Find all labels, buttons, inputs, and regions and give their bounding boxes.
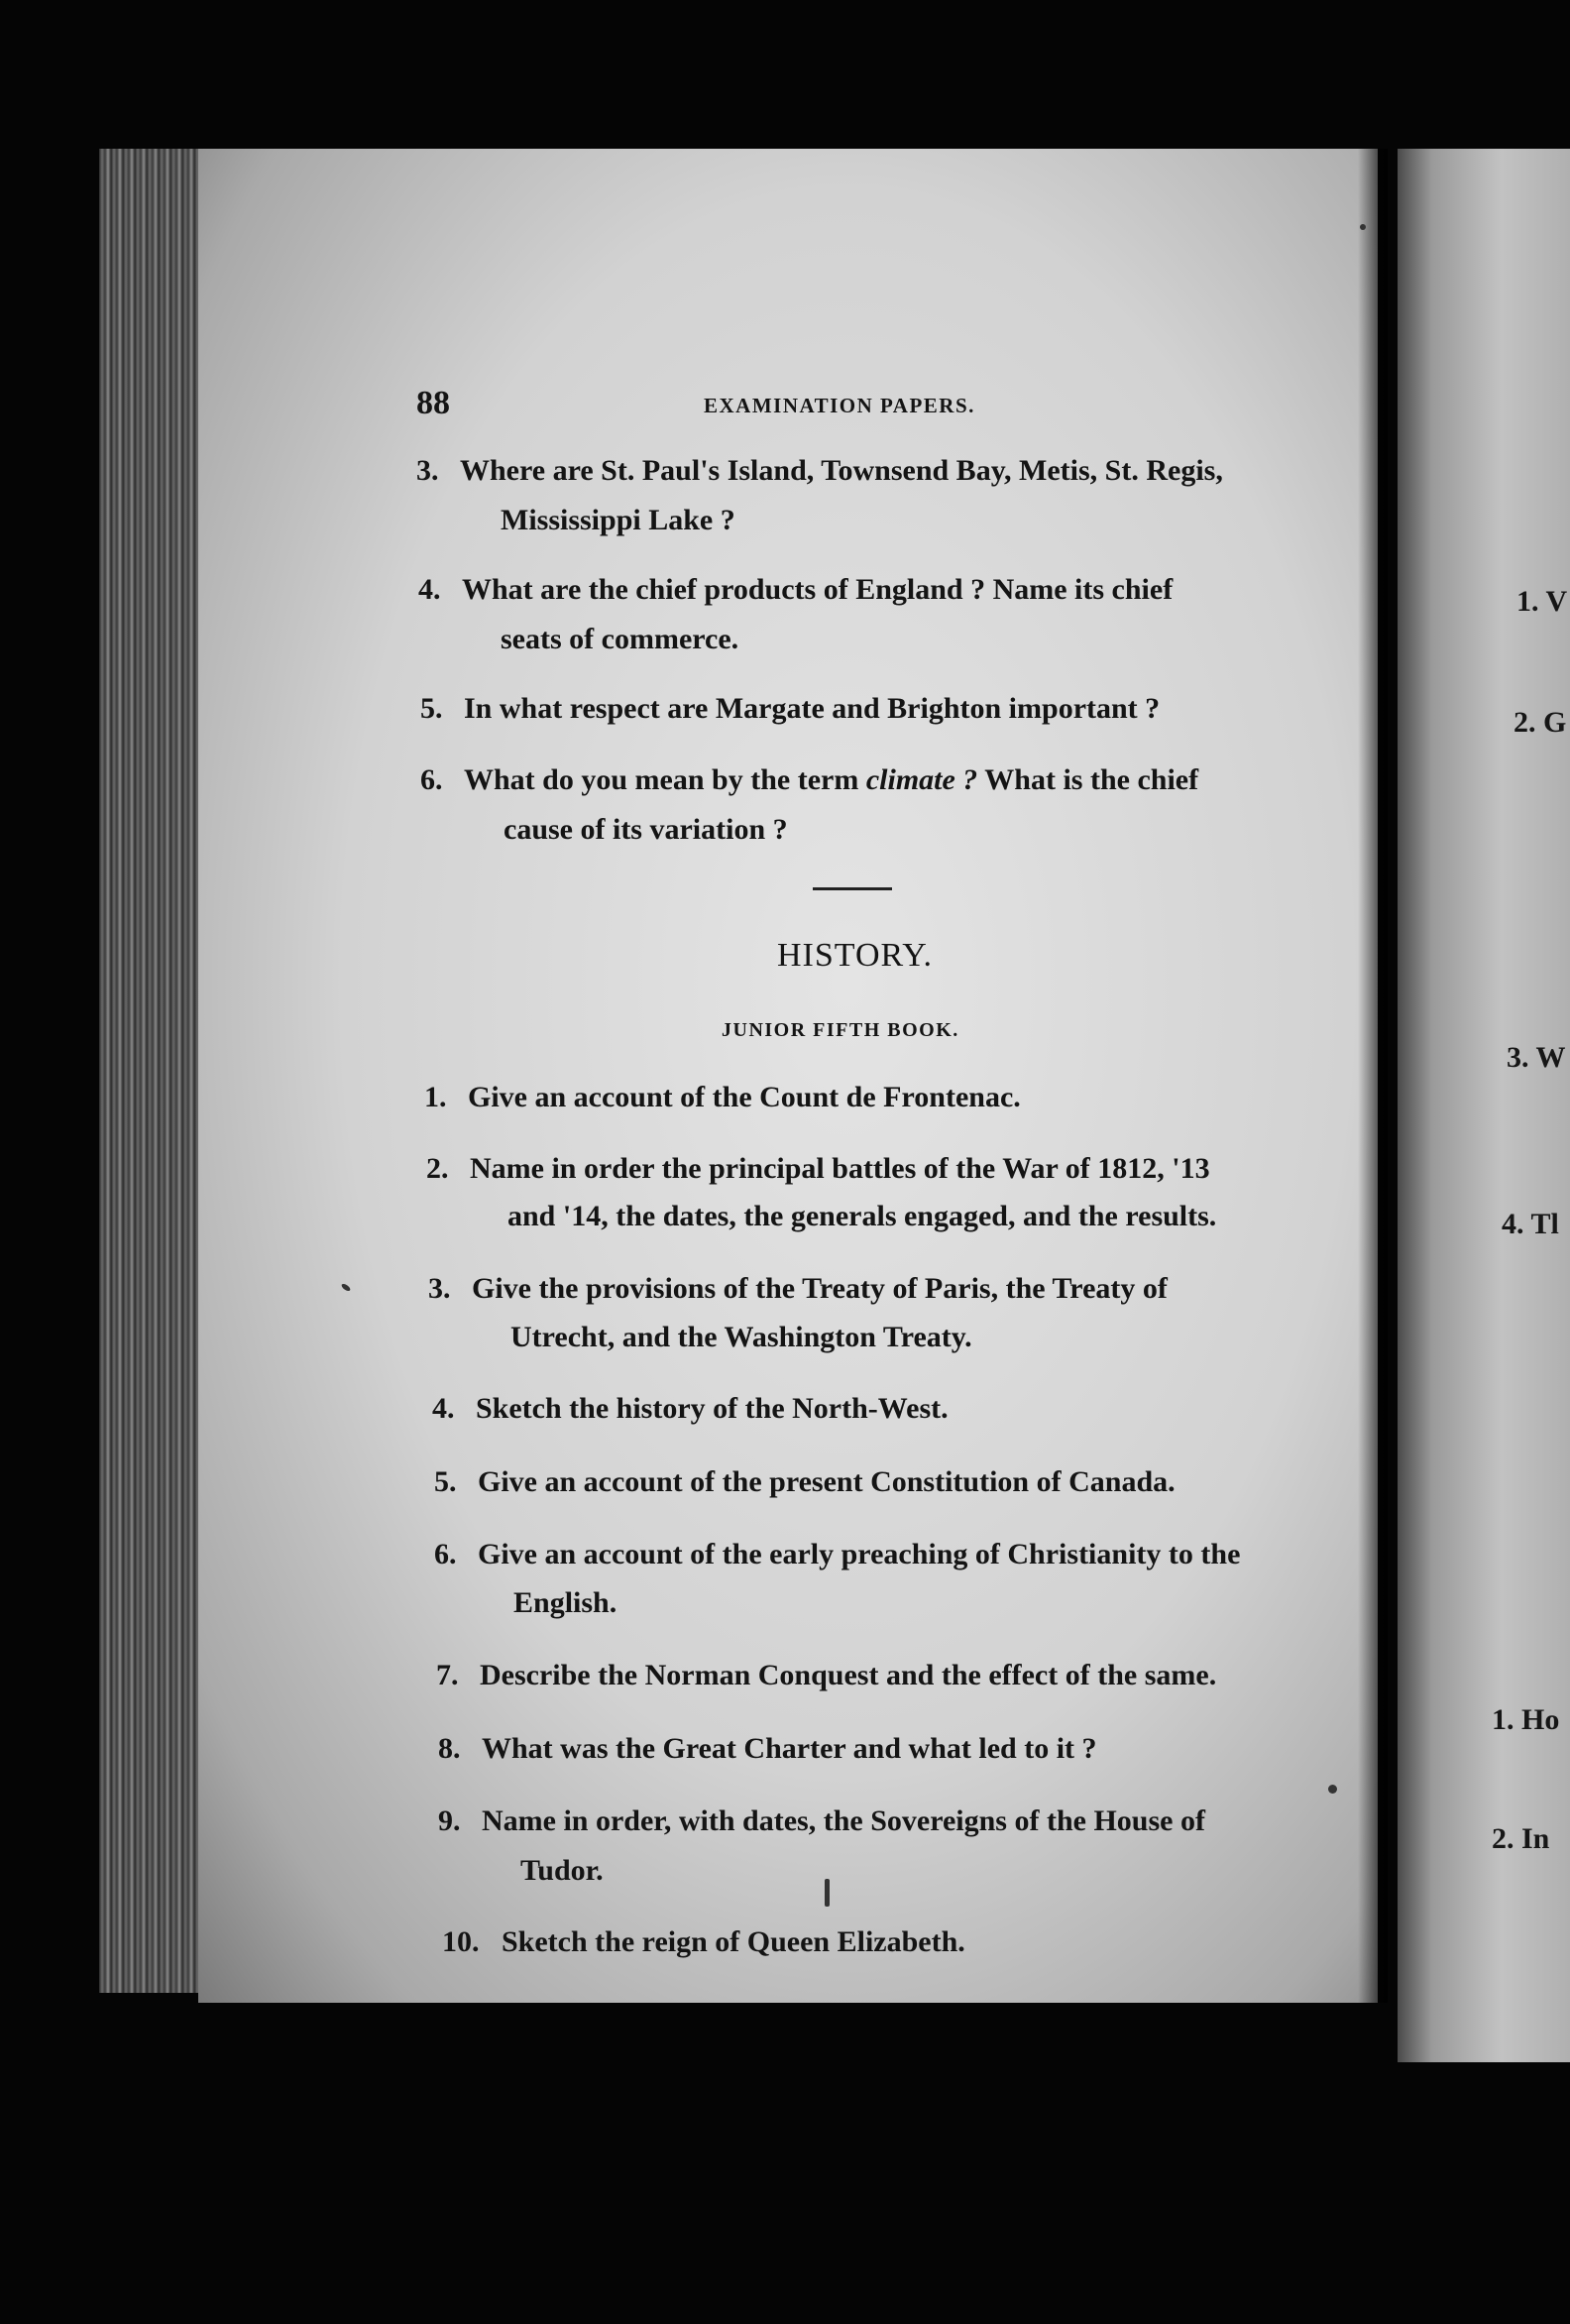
facing-page-fragment: 2. In (1492, 1822, 1550, 1855)
question-text-emphasis: climate ? (865, 763, 978, 796)
history-question-9 (438, 1804, 1205, 1838)
question-number: 8. (438, 1732, 461, 1765)
question-text: Give an account of the early preaching of Christianity to the (478, 1538, 1241, 1570)
history-question-1 (424, 1081, 1021, 1114)
geography-question-4 (418, 573, 1173, 607)
question-text: In what respect are Margate and Brighton important ? (464, 692, 1161, 725)
history-question-6-cont: English. (513, 1586, 617, 1619)
question-text: Sketch the history of the North-West. (476, 1392, 949, 1425)
history-question-7 (436, 1659, 1216, 1692)
question-text: Give the provisions of the Treaty of Paris, the Treaty of (472, 1272, 1168, 1305)
book-page (198, 149, 1378, 2003)
question-text: What do you mean by the term (464, 763, 866, 796)
question-number: 5. (420, 692, 443, 725)
question-number: 4. (432, 1392, 455, 1425)
page-number: 88 (416, 385, 450, 421)
geography-question-4-cont: seats of commerce. (501, 623, 739, 655)
ink-speck (825, 1879, 830, 1907)
question-number: 1. (424, 1081, 447, 1113)
history-question-3-cont: Utrecht, and the Washington Treaty. (510, 1321, 972, 1353)
gutter-shadow (1358, 149, 1388, 2003)
question-number: 10. (442, 1925, 480, 1958)
question-text: What are the chief products of England ? Name its chief (462, 573, 1174, 606)
history-question-10 (442, 1925, 965, 1959)
facing-page-fragment: 3. W (1507, 1041, 1566, 1074)
question-text: Name in order, with dates, the Sovereigns of the House of (482, 1804, 1205, 1837)
question-text: Where are St. Paul's Island, Townsend Bay, Metis, St. Regis, (460, 454, 1223, 487)
question-text: Give an account of the Count de Frontenac. (468, 1081, 1021, 1113)
ink-speck (1328, 1785, 1337, 1794)
geography-question-6 (420, 763, 1198, 797)
history-question-9-cont: Tudor. (520, 1854, 604, 1887)
section-divider (813, 887, 892, 890)
question-text: Give an account of the present Constitution of Canada. (478, 1465, 1176, 1498)
history-question-5 (434, 1465, 1176, 1499)
book-page-edges (99, 149, 208, 1993)
question-number: 3. (416, 454, 439, 487)
facing-page (1398, 149, 1570, 2062)
question-number: 2. (426, 1152, 449, 1185)
question-number: 3. (428, 1272, 451, 1305)
geography-question-6-cont: cause of its variation ? (504, 813, 788, 846)
question-text: Sketch the reign of Queen Elizabeth. (502, 1925, 965, 1958)
section-title: HISTORY. (777, 937, 933, 974)
history-question-8 (438, 1732, 1097, 1766)
history-question-6 (434, 1538, 1240, 1571)
question-number: 6. (420, 763, 443, 796)
question-text: What is the chief (977, 763, 1199, 796)
geography-question-3-cont: Mississippi Lake ? (501, 504, 735, 536)
history-question-4 (432, 1392, 949, 1426)
question-number: 6. (434, 1538, 457, 1570)
history-question-3 (428, 1272, 1168, 1306)
question-number: 5. (434, 1465, 457, 1498)
geography-question-5 (420, 692, 1160, 726)
history-question-2 (426, 1152, 1210, 1186)
question-number: 4. (418, 573, 441, 606)
section-subtitle: JUNIOR FIFTH BOOK. (722, 1019, 959, 1041)
facing-page-fragment: 2. G (1514, 706, 1567, 739)
facing-page-fragment: 1. V (1516, 585, 1568, 618)
facing-page-fragment: 4. Tl (1502, 1208, 1559, 1240)
question-text: What was the Great Charter and what led to it ? (482, 1732, 1097, 1765)
question-text: Describe the Norman Conquest and the effect of the same. (480, 1659, 1217, 1691)
facing-page-fragment: 1. Ho (1492, 1703, 1560, 1736)
ink-speck (1360, 224, 1366, 230)
question-text: Name in order the principal battles of the War of 1812, '13 (470, 1152, 1210, 1185)
running-head: EXAMINATION PAPERS. (704, 394, 975, 417)
question-number: 7. (436, 1659, 459, 1691)
history-question-2-cont: and '14, the dates, the generals engaged, and the results. (507, 1200, 1217, 1232)
geography-question-3 (416, 454, 1223, 488)
question-number: 9. (438, 1804, 461, 1837)
